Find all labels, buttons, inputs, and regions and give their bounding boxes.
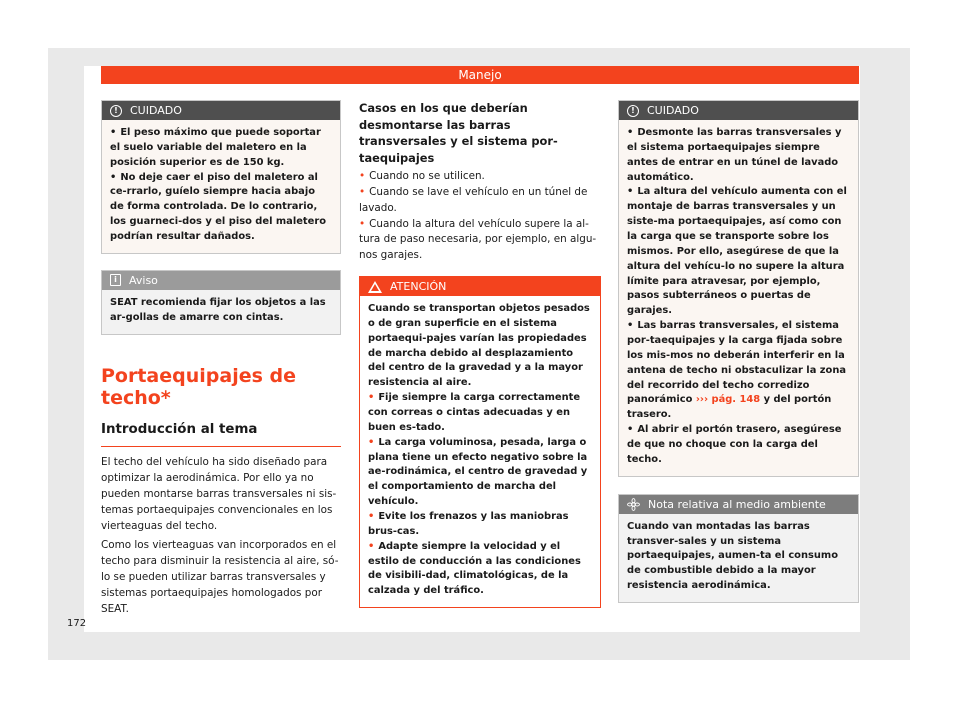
list-item: • Evite los frenazos y las maniobras brus-cas. <box>368 510 592 540</box>
list-item: • Adapte siempre la velocidad y el estilo de conducción a las condiciones de visibili-dad, climatológicas, de la calzada y del tráfico. <box>368 540 592 599</box>
aviso-header <box>102 271 340 290</box>
aviso-body <box>102 290 340 334</box>
list-item-text: Las barras transversales, el sistema por-taequipajes y la carga fijada sobre los mis-mos no deberán interferir en la antena de techo ni obstaculizar la zona del recorrido del techo corredizo panorámico <box>627 320 847 406</box>
middle-column <box>359 100 601 608</box>
environment-flower-icon <box>627 498 640 511</box>
cuidado-box-right <box>618 100 859 477</box>
list-item: • Cuando no se utilicen. <box>359 169 601 185</box>
list-item: • La altura del vehículo aumenta con el montaje de barras transversales y un siste-ma portaequipajes, así como con la carga que se transporte sobre los mismos. Por ello, asegúrese de que la altura del vehícu-lo no supere la altura límite para atravesar, por ejemplo, pasos subterráneos o puertas de garajes. <box>627 185 850 319</box>
chapter-header <box>101 66 859 84</box>
section-title: Portaequipajes de techo* <box>101 364 297 410</box>
ambiente-box <box>618 494 859 603</box>
ambiente-text: Cuando van montadas las barras transver-sales y un sistema portaequipajes, aumen-ta el consumo de combustible debido a la mayor resistencia aerodinámica. <box>627 520 838 592</box>
cuidado-heading: CUIDADO <box>647 104 699 117</box>
list-item <box>627 319 850 423</box>
exclamation-circle-icon: ! <box>627 105 639 117</box>
list-item-text: y del portón trasero. <box>627 394 832 421</box>
cuidado-body <box>102 120 340 253</box>
cuidado-header <box>102 101 340 120</box>
aviso-heading: Aviso <box>129 273 158 287</box>
list-item: • La carga voluminosa, pesada, larga o plana tiene un efecto negativo sobre la ae-rodinámica, el centro de gravedad y el comportamiento de marcha del vehículo. <box>368 436 592 510</box>
sub-title: Introducción al tema <box>101 422 258 438</box>
ambiente-body <box>619 514 858 602</box>
list-item: • Desmonte las barras transversales y el sistema portaequipajes siempre antes de entrar en un túnel de lavado automático. <box>627 126 850 185</box>
chapter-title: Manejo <box>458 68 502 82</box>
ambiente-heading: Nota relativa al medio ambiente <box>648 497 826 511</box>
list-item: • El peso máximo que puede soportar el suelo variable del maletero en la posición superior es de 150 kg. <box>110 126 332 171</box>
cuidado-header <box>619 101 858 120</box>
paragraph: Como los vierteaguas van incorporados en el techo para disminuir la resistencia al aire, só-lo se pueden utilizar barras transversales y sistemas portaequipajes homologados por SEAT. <box>101 539 339 615</box>
info-icon: i <box>110 274 121 286</box>
page-number: 172 <box>67 618 87 629</box>
divider <box>101 446 341 447</box>
list-item: • Fije siempre la carga correctamente con correas o cintas adecuadas y en buen es-tado. <box>368 391 592 436</box>
casos-list <box>359 169 601 264</box>
left-column <box>101 100 341 617</box>
intro-text <box>101 455 341 617</box>
list-item: • Cuando se lave el vehículo en un túnel de lavado. <box>359 185 601 217</box>
right-column <box>618 100 859 603</box>
casos-title: Casos en los que deberían desmontarse las barras transversales y el sistema por-taequipajes <box>359 101 558 165</box>
list-item: • No deje caer el piso del maletero al ce-rrarlo, guíelo siempre hacia abajo de forma controlada. De lo contrario, los guarneci-dos y el piso del maletero podrían resultar dañados. <box>110 171 332 245</box>
cuidado-heading: CUIDADO <box>130 104 182 117</box>
atencion-heading: ATENCIÓN <box>390 280 447 293</box>
exclamation-circle-icon: ! <box>110 105 122 117</box>
page-reference-link[interactable]: ››› pág. 148 <box>695 394 761 406</box>
list-item: • Cuando la altura del vehículo supere la al-tura de paso necesaria, por ejemplo, en algu-nos garajes. <box>359 217 601 264</box>
cuidado-body <box>619 120 858 476</box>
atencion-body <box>360 296 600 607</box>
warning-triangle-icon <box>368 281 382 293</box>
aviso-box <box>101 270 341 335</box>
atencion-header <box>360 277 600 296</box>
atencion-intro: Cuando se transportan objetos pesados o de gran superficie en el sistema portaequi-pajes varían las propiedades de marcha debido al desplazamiento del centro de la gravedad y a la mayor resistencia al aire. <box>368 303 590 389</box>
list-item: • Al abrir el portón trasero, asegúrese de que no choque con la carga del techo. <box>627 423 850 468</box>
atencion-box <box>359 276 601 608</box>
cuidado-box-left <box>101 100 341 254</box>
aviso-text: SEAT recomienda fijar los objetos a las ar-gollas de amarre con cintas. <box>110 296 326 323</box>
ambiente-header <box>619 495 858 514</box>
paragraph: El techo del vehículo ha sido diseñado para optimizar la aerodinámica. Por ello ya no pueden montarse barras transversales ni sis-temas portaequipajes convencionales en los vierteaguas del techo. <box>101 456 337 532</box>
